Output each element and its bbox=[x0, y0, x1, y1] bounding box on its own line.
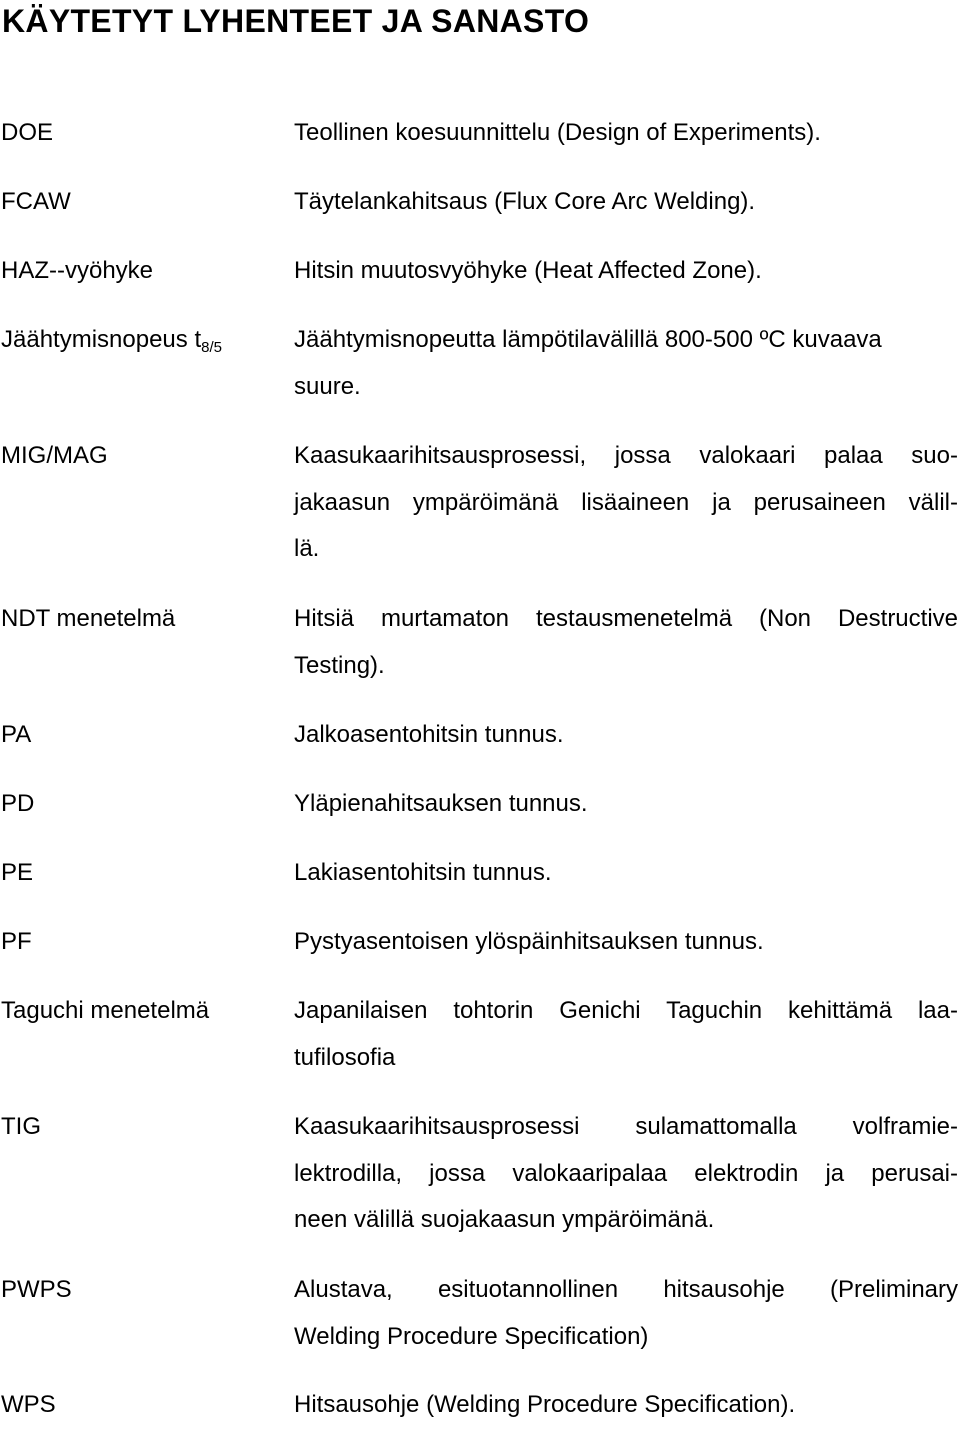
term: TIG bbox=[1, 1113, 41, 1140]
definition bbox=[294, 919, 958, 966]
definition-line: Hitsausohje (Welding Procedure Specification). bbox=[294, 1391, 796, 1418]
definition-line: Kaasukaarihitsausprosessi sulamattomalla volframie- bbox=[294, 1113, 958, 1140]
definition bbox=[294, 433, 958, 573]
definition bbox=[294, 179, 958, 226]
term: PD bbox=[1, 790, 35, 817]
definition-line: Alustava, esituotannollinen hitsausohje (Preliminary bbox=[294, 1276, 958, 1303]
definition-line: Teollinen koesuunnittelu (Design of Experiments). bbox=[294, 119, 821, 146]
term: HAZ--vyöhyke bbox=[1, 257, 154, 284]
definition-line: Täytelankahitsaus (Flux Core Arc Welding). bbox=[294, 188, 756, 215]
term-subscript: 8/5 bbox=[201, 339, 222, 356]
definition bbox=[294, 596, 958, 689]
term bbox=[1, 317, 222, 366]
definition bbox=[294, 781, 958, 828]
definition-line: Japanilaisen tohtorin Genichi Taguchin kehittämä laa- bbox=[294, 997, 958, 1024]
term: PA bbox=[1, 721, 32, 748]
definition-line: Jäähtymisnopeutta lämpötilavälillä 800-500 ºC kuvaava bbox=[294, 326, 882, 353]
definition bbox=[294, 110, 958, 157]
definition-line: Pystyasentoisen ylöspäinhitsauksen tunnus. bbox=[294, 928, 764, 955]
definition bbox=[294, 317, 958, 410]
page-title: KÄYTETYT LYHENTEET JA SANASTO bbox=[2, 3, 590, 39]
definition-line: Testing). bbox=[294, 651, 385, 679]
term: FCAW bbox=[1, 188, 71, 215]
definition-line: jakaasun ympäröimänä lisäaineen ja perusaineen välil- bbox=[294, 488, 958, 516]
term: DOE bbox=[1, 119, 54, 146]
definition bbox=[294, 712, 958, 759]
definition-line: Kaasukaarihitsausprosessi, jossa valokaari palaa suo- bbox=[294, 442, 958, 469]
term-main: Jäähtymisnopeus t bbox=[1, 326, 202, 353]
term: Taguchi menetelmä bbox=[1, 997, 210, 1024]
definition-line: tufilosofia bbox=[294, 1043, 396, 1071]
definition bbox=[294, 988, 958, 1081]
definition bbox=[294, 850, 958, 897]
definition-line: Welding Procedure Specification) bbox=[294, 1322, 649, 1350]
definition-line: Yläpienahitsauksen tunnus. bbox=[294, 790, 588, 817]
term: PF bbox=[1, 928, 32, 955]
term: PE bbox=[1, 859, 34, 886]
definition-line: Hitsin muutosvyöhyke (Heat Affected Zone). bbox=[294, 257, 762, 284]
definition-line: suure. bbox=[294, 372, 361, 400]
term: PWPS bbox=[1, 1276, 72, 1303]
definition-line: lektrodilla, jossa valokaaripalaa elektrodin ja perusai- bbox=[294, 1159, 958, 1187]
definition-line: Jalkoasentohitsin tunnus. bbox=[294, 721, 564, 748]
term: WPS bbox=[1, 1391, 56, 1418]
definition bbox=[294, 1382, 958, 1429]
definition-line: Hitsiä murtamaton testausmenetelmä (Non Destructive bbox=[294, 605, 958, 632]
definition-line: lä. bbox=[294, 535, 320, 562]
definition-line: Lakiasentohitsin tunnus. bbox=[294, 859, 552, 886]
term: NDT menetelmä bbox=[1, 605, 176, 632]
definition bbox=[294, 1104, 958, 1244]
definition-line: neen välillä suojakaasun ympäröimänä. bbox=[294, 1206, 715, 1233]
definition bbox=[294, 248, 958, 295]
definition bbox=[294, 1267, 958, 1360]
term: MIG/MAG bbox=[1, 442, 108, 469]
